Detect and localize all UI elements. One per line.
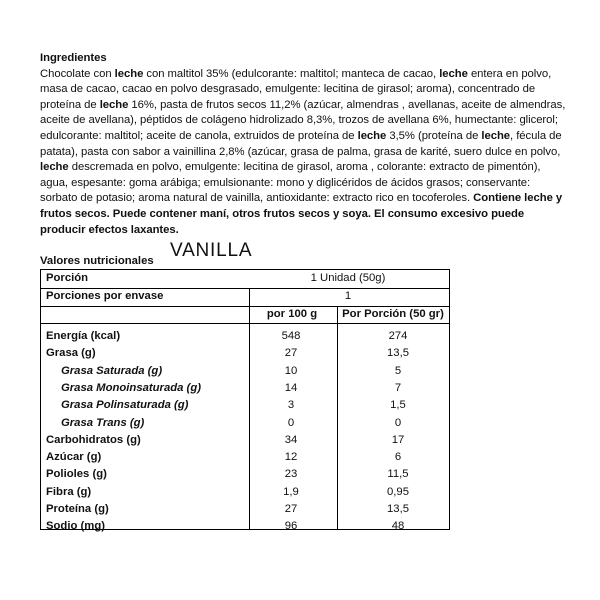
- portion-row: [41, 270, 449, 287]
- nutrient-value-portion: 1,5: [390, 399, 406, 412]
- ingredients-segment: descremada en polvo, emulgente: lecitina de girasol, aroma , colorante: extracto de pimentón), agua, espesante: goma arábiga; emulsionante: mono y diglicéridos de ácidos grasos; conservante: sorbato de potasio; aroma natural de vainilla, antioxidante: extracto rico en tocoferoles.: [40, 161, 541, 205]
- ingredients-segment: con maltitol 35% (edulcorante: maltitol; manteca de cacao,: [143, 67, 440, 80]
- nutrient-value-100g: 96: [284, 520, 298, 533]
- nutrient-label: Grasa Trans (g): [61, 416, 145, 429]
- divider: [41, 323, 449, 324]
- nutrient-row: [41, 363, 449, 380]
- nutrient-label: Polioles (g): [46, 468, 107, 481]
- servings-row: [41, 288, 449, 305]
- portion-label: Porción: [46, 272, 89, 284]
- nutrient-label: Grasa Monoinsaturada (g): [61, 381, 201, 394]
- nutrient-label: Grasa (g): [46, 347, 96, 360]
- nutrient-value-100g: 27: [284, 347, 298, 360]
- ingredients-text: [40, 68, 565, 236]
- variant-name: VANILLA: [170, 240, 253, 261]
- nutrient-row: [41, 380, 449, 397]
- servings-label: Porciones por envase: [46, 290, 164, 302]
- nutrient-row: [41, 449, 449, 466]
- nutrient-row: [41, 432, 449, 449]
- servings-value: 1: [344, 290, 352, 302]
- nutrient-label: Grasa Saturada (g): [61, 364, 163, 377]
- nutrient-value-100g: 12: [284, 451, 298, 464]
- ingredients-segment: leche: [439, 67, 468, 80]
- ingredients-segment: leche: [40, 161, 69, 174]
- nutrient-value-portion: 274: [388, 330, 408, 342]
- nutrient-label: Azúcar (g): [46, 451, 102, 464]
- nutrient-value-100g: 0: [287, 416, 295, 429]
- nutrient-value-100g: 3: [287, 399, 295, 412]
- col-per-portion: Por Porción (50 gr): [342, 308, 444, 320]
- nutrient-value-100g: 10: [284, 364, 298, 377]
- nutrition-title: Valores nutricionales: [40, 255, 154, 267]
- nutrient-label: Proteína (g): [46, 503, 109, 515]
- nutrient-value-100g: 27: [284, 503, 298, 515]
- nutrient-value-portion: 13,5: [387, 347, 409, 360]
- ingredients-segment: Contiene leche y frutos secos. Puede contener maní, otros frutos secos y soya. El consumo excesivo puede producir efectos laxantes.: [40, 192, 563, 236]
- nutrient-value-portion: 17: [391, 433, 405, 446]
- nutrient-label: Grasa Polinsaturada (g): [61, 399, 189, 412]
- nutrient-row: [41, 466, 449, 483]
- ingredients-segment: leche: [481, 129, 511, 142]
- nutrient-row: [41, 328, 449, 345]
- nutrition-table: [40, 269, 450, 533]
- nutrient-value-portion: 13,5: [387, 503, 409, 515]
- nutrient-row: [41, 345, 449, 362]
- nutrient-row: [41, 484, 449, 501]
- nutrient-value-portion: 48: [391, 520, 405, 533]
- nutrient-value-100g: 23: [284, 468, 298, 481]
- ingredients-segment: leche: [99, 98, 129, 111]
- nutrient-row: [41, 501, 449, 518]
- ingredients-segment: leche: [357, 129, 387, 142]
- nutrient-row: [41, 397, 449, 414]
- nutrient-value-100g: 14: [284, 381, 298, 394]
- nutrient-value-portion: 0,95: [387, 485, 409, 498]
- ingredients-segment: entera en polvo, masa de cacao, cacao en polvo desgrasado, emulgente: lecitina de girasol; aroma), concentrado de proteína de: [40, 67, 552, 111]
- nutrient-label: Fibra (g): [46, 485, 92, 498]
- nutrient-value-portion: 6: [394, 451, 402, 464]
- nutrient-value-portion: 5: [394, 364, 402, 377]
- nutrient-label: Energía (kcal): [46, 330, 121, 342]
- nutrient-value-portion: 11,5: [387, 468, 409, 481]
- ingredients-segment: 3,5% (proteína de: [386, 129, 482, 142]
- nutrient-value-portion: 0: [394, 416, 402, 429]
- column-header-row: [41, 306, 449, 323]
- nutrient-label: Sodio (mg): [46, 520, 105, 533]
- nutrient-label: Carbohidratos (g): [46, 433, 141, 446]
- nutrient-value-100g: 548: [281, 330, 301, 342]
- ingredients-heading: Ingredientes: [40, 52, 107, 64]
- portion-value: 1 Unidad (50g): [310, 272, 386, 284]
- col-per-100g: por 100 g: [266, 308, 318, 320]
- ingredients-segment: 16%, pasta de frutos secos 11,2% (azúcar, almendras , avellanas, aceite de almendras, aceite de avellana), péptidos de colágeno hidrolizado 8,3%, trozos de avellana 6%, humectante: glicerol; edulcorante: maltitol; aceite de canola, extruidos de proteína de: [40, 98, 566, 142]
- nutrient-value-portion: 7: [394, 381, 402, 394]
- ingredients-segment: Chocolate con: [40, 67, 115, 80]
- nutrient-row: [41, 518, 449, 535]
- ingredients-block: [40, 51, 568, 238]
- nutrient-value-100g: 1,9: [283, 485, 299, 498]
- ingredients-segment: , fécula de patata), pasta con sabor a vainillina 2,8% (azúcar, grasa de palma, grasa de karité, suero dulce en polvo,: [40, 129, 562, 158]
- nutrient-row: [41, 415, 449, 432]
- nutrient-value-100g: 34: [284, 433, 298, 446]
- ingredients-segment: leche: [114, 67, 144, 80]
